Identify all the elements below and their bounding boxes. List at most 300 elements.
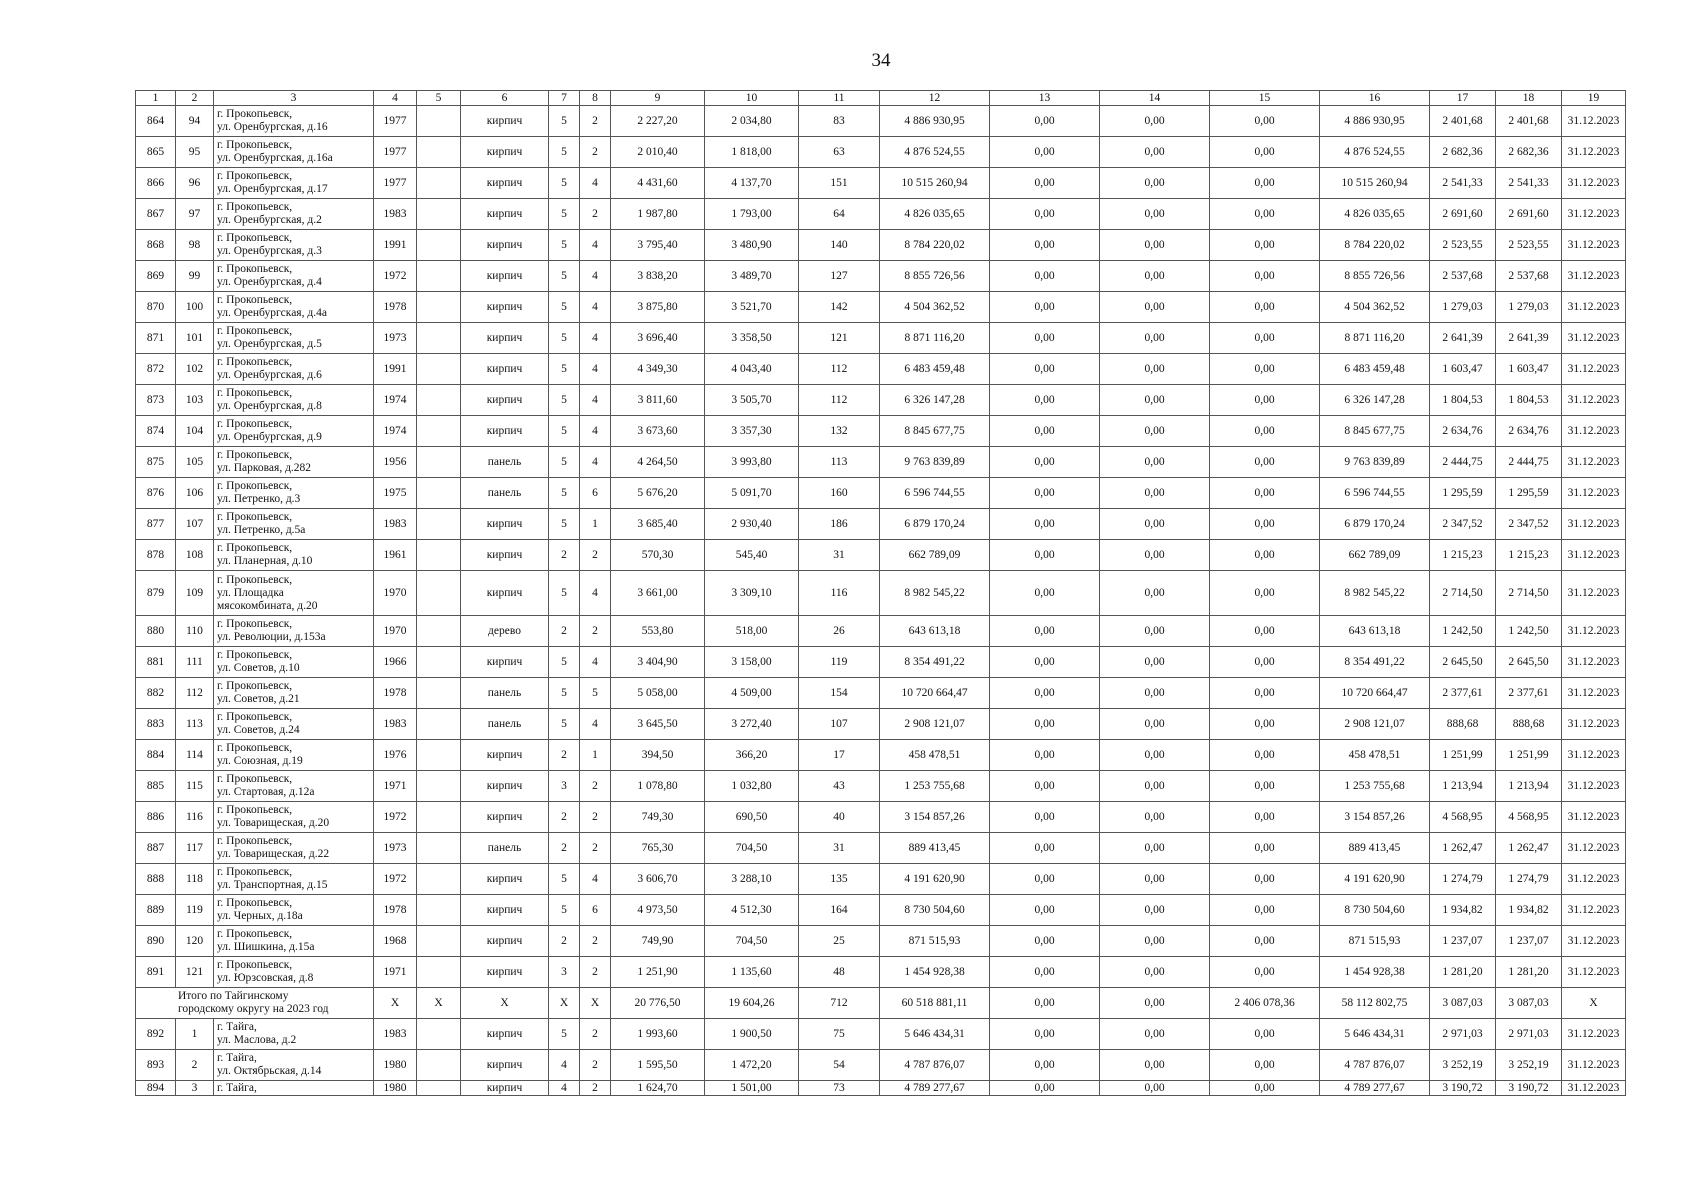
table-cell: 1 213,94 bbox=[1496, 771, 1562, 802]
table-cell bbox=[417, 678, 461, 709]
table-cell: 1 804,53 bbox=[1430, 385, 1496, 416]
table-cell: 0,00 bbox=[1100, 447, 1210, 478]
address-line: ул. Товарищеская, д.20 bbox=[217, 817, 330, 829]
address-line: г. Прокопьевск, bbox=[217, 387, 293, 399]
table-cell: 3 480,90 bbox=[705, 230, 799, 261]
address-cell bbox=[214, 323, 374, 354]
address-line: г. Прокопьевск, bbox=[217, 618, 293, 630]
table-cell: дерево bbox=[461, 616, 549, 647]
address-line: ул. Оренбургская, д.16 bbox=[217, 121, 328, 133]
table-cell: 553,80 bbox=[611, 616, 705, 647]
table-cell: 109 bbox=[176, 571, 214, 616]
table-cell: 889 bbox=[136, 895, 176, 926]
table-cell: 31.12.2023 bbox=[1562, 647, 1626, 678]
table-cell: 8 871 116,20 bbox=[1320, 323, 1430, 354]
table-cell: 3 811,60 bbox=[611, 385, 705, 416]
table-cell: 4 bbox=[549, 1081, 580, 1096]
address-line: ул. Союзная, д.19 bbox=[217, 755, 303, 767]
table-cell: 4 787 876,07 bbox=[880, 1050, 990, 1081]
table-row bbox=[136, 447, 1626, 478]
address-line: ул. Черных, д.18а bbox=[217, 910, 303, 922]
table-cell: 6 326 147,28 bbox=[1320, 385, 1430, 416]
table-cell: 1974 bbox=[374, 385, 417, 416]
table-cell: 1 262,47 bbox=[1496, 833, 1562, 864]
table-cell bbox=[417, 833, 461, 864]
table-cell: 1 454 928,38 bbox=[880, 957, 990, 988]
address-line: г. Прокопьевск, bbox=[217, 418, 293, 430]
table-cell: кирпич bbox=[461, 168, 549, 199]
table-cell: 4 bbox=[580, 168, 611, 199]
table-cell bbox=[417, 709, 461, 740]
table-cell: 2 bbox=[580, 137, 611, 168]
table-cell: 4 876 524,55 bbox=[880, 137, 990, 168]
table-cell: 0,00 bbox=[1210, 478, 1320, 509]
table-cell: 886 bbox=[136, 802, 176, 833]
table-cell: 872 bbox=[136, 354, 176, 385]
table-cell: 888,68 bbox=[1496, 709, 1562, 740]
table-cell: 31.12.2023 bbox=[1562, 416, 1626, 447]
table-row bbox=[136, 802, 1626, 833]
address-line: г. Прокопьевск, bbox=[217, 201, 293, 213]
address-line: г. Прокопьевск, bbox=[217, 897, 293, 909]
address-line: г. Прокопьевск, bbox=[217, 480, 293, 492]
table-cell: 31.12.2023 bbox=[1562, 740, 1626, 771]
total-label-cell bbox=[136, 988, 374, 1019]
table-cell: 114 bbox=[176, 740, 214, 771]
table-cell: 1 595,50 bbox=[611, 1050, 705, 1081]
table-cell: 5 bbox=[549, 230, 580, 261]
address-line: ул. Советов, д.21 bbox=[217, 693, 300, 705]
address-line: г. Прокопьевск, bbox=[217, 263, 293, 275]
table-cell: 3 309,10 bbox=[705, 571, 799, 616]
table-cell: 0,00 bbox=[1100, 168, 1210, 199]
table-cell: 3 838,20 bbox=[611, 261, 705, 292]
table-cell: 104 bbox=[176, 416, 214, 447]
table-cell: 0,00 bbox=[1100, 106, 1210, 137]
table-cell: 873 bbox=[136, 385, 176, 416]
table-row bbox=[136, 540, 1626, 571]
table-cell: 1 237,07 bbox=[1496, 926, 1562, 957]
table-cell: 1 793,00 bbox=[705, 199, 799, 230]
table-cell: 116 bbox=[176, 802, 214, 833]
table-cell: 1966 bbox=[374, 647, 417, 678]
table-cell: 31.12.2023 bbox=[1562, 926, 1626, 957]
table-cell: 2 bbox=[549, 740, 580, 771]
table-cell: 31.12.2023 bbox=[1562, 1050, 1626, 1081]
table-cell: 1 251,99 bbox=[1430, 740, 1496, 771]
table-cell: 119 bbox=[799, 647, 880, 678]
table-cell bbox=[417, 616, 461, 647]
table-cell: 4 568,95 bbox=[1430, 802, 1496, 833]
table-cell: 4 191 620,90 bbox=[1320, 864, 1430, 895]
address-cell bbox=[214, 168, 374, 199]
table-cell: 894 bbox=[136, 1081, 176, 1096]
table-cell: 5 bbox=[549, 168, 580, 199]
table-cell: 4 886 930,95 bbox=[1320, 106, 1430, 137]
table-cell: 2 bbox=[549, 616, 580, 647]
table-cell: 4 973,50 bbox=[611, 895, 705, 926]
table-cell: 4 431,60 bbox=[611, 168, 705, 199]
table-cell: 5 bbox=[549, 447, 580, 478]
table-cell: кирпич bbox=[461, 261, 549, 292]
table-cell: 31.12.2023 bbox=[1562, 957, 1626, 988]
address-line: ул. Оренбургская, д.9 bbox=[217, 431, 322, 443]
table-cell bbox=[417, 447, 461, 478]
address-line: г. Прокопьевск, bbox=[217, 680, 293, 692]
table-cell: 2 444,75 bbox=[1496, 447, 1562, 478]
table-cell: 101 bbox=[176, 323, 214, 354]
table-cell: 865 bbox=[136, 137, 176, 168]
table-cell: 1978 bbox=[374, 292, 417, 323]
table-cell: 8 784 220,02 bbox=[1320, 230, 1430, 261]
table-cell: 4 bbox=[580, 864, 611, 895]
table-cell: 1980 bbox=[374, 1081, 417, 1096]
table-cell bbox=[417, 261, 461, 292]
table-cell: 4 787 876,07 bbox=[1320, 1050, 1430, 1081]
table-cell: 866 bbox=[136, 168, 176, 199]
table-cell: 1 078,80 bbox=[611, 771, 705, 802]
table-cell: кирпич bbox=[461, 1019, 549, 1050]
table-cell: кирпич bbox=[461, 647, 549, 678]
table-cell: 5 bbox=[549, 571, 580, 616]
table-row bbox=[136, 323, 1626, 354]
total-cell: 2 406 078,36 bbox=[1210, 988, 1320, 1019]
table-cell: 0,00 bbox=[1210, 1050, 1320, 1081]
table-cell bbox=[417, 385, 461, 416]
table-cell: кирпич bbox=[461, 385, 549, 416]
total-cell: 0,00 bbox=[1100, 988, 1210, 1019]
table-cell: 3 288,10 bbox=[705, 864, 799, 895]
table-cell: 0,00 bbox=[1210, 709, 1320, 740]
address-line: г. Прокопьевск, bbox=[217, 139, 293, 151]
table-cell: 6 879 170,24 bbox=[1320, 509, 1430, 540]
table-cell: 4 504 362,52 bbox=[1320, 292, 1430, 323]
table-cell: 1 501,00 bbox=[705, 1081, 799, 1096]
table-cell: 1 215,23 bbox=[1496, 540, 1562, 571]
table-cell: 0,00 bbox=[1100, 540, 1210, 571]
table-cell: панель bbox=[461, 678, 549, 709]
address-line: ул. Планерная, д.10 bbox=[217, 555, 313, 567]
table-cell: 3 404,90 bbox=[611, 647, 705, 678]
table-cell: 0,00 bbox=[1210, 416, 1320, 447]
table-cell: 643 613,18 bbox=[1320, 616, 1430, 647]
table-cell: 31.12.2023 bbox=[1562, 478, 1626, 509]
table-cell: 2 908 121,07 bbox=[880, 709, 990, 740]
table-cell: 5 bbox=[549, 354, 580, 385]
address-cell bbox=[214, 771, 374, 802]
total-cell: 712 bbox=[799, 988, 880, 1019]
table-cell: 4 876 524,55 bbox=[1320, 137, 1430, 168]
table-cell: 4 bbox=[580, 647, 611, 678]
address-cell bbox=[214, 447, 374, 478]
column-header: 14 bbox=[1100, 91, 1210, 106]
address-line: ул. Юрзсовская, д.8 bbox=[217, 972, 314, 984]
table-cell: 1 bbox=[580, 740, 611, 771]
total-cell: 58 112 802,75 bbox=[1320, 988, 1430, 1019]
column-header: 10 bbox=[705, 91, 799, 106]
table-cell: 0,00 bbox=[1100, 926, 1210, 957]
address-line: ул. Советов, д.10 bbox=[217, 662, 300, 674]
table-cell: 5 bbox=[549, 323, 580, 354]
table-cell: 9 763 839,89 bbox=[1320, 447, 1430, 478]
address-line: г. Прокопьевск, bbox=[217, 170, 293, 182]
table-cell: 0,00 bbox=[990, 771, 1100, 802]
table-cell: 0,00 bbox=[990, 833, 1100, 864]
table-cell: 31.12.2023 bbox=[1562, 199, 1626, 230]
table-cell: 1 603,47 bbox=[1430, 354, 1496, 385]
table-cell: 31.12.2023 bbox=[1562, 616, 1626, 647]
column-header: 2 bbox=[176, 91, 214, 106]
table-cell: 31.12.2023 bbox=[1562, 230, 1626, 261]
table-cell: 135 bbox=[799, 864, 880, 895]
table-cell: 2 bbox=[549, 833, 580, 864]
table-cell: 2 bbox=[549, 540, 580, 571]
address-cell bbox=[214, 616, 374, 647]
table-cell: 8 784 220,02 bbox=[880, 230, 990, 261]
table-row bbox=[136, 926, 1626, 957]
table-cell bbox=[417, 647, 461, 678]
table-cell: 0,00 bbox=[1210, 106, 1320, 137]
address-cell bbox=[214, 926, 374, 957]
table-cell: 4 bbox=[580, 261, 611, 292]
table-cell: 458 478,51 bbox=[880, 740, 990, 771]
table-cell: 1 295,59 bbox=[1430, 478, 1496, 509]
table-cell: 867 bbox=[136, 199, 176, 230]
table-row bbox=[136, 709, 1626, 740]
table-cell: 1983 bbox=[374, 509, 417, 540]
table-cell bbox=[417, 354, 461, 385]
table-cell: 1 bbox=[580, 509, 611, 540]
table-cell: 2 634,76 bbox=[1496, 416, 1562, 447]
address-line: ул. Транспортная, д.15 bbox=[217, 879, 328, 891]
table-cell: 2 bbox=[580, 957, 611, 988]
table-cell: 164 bbox=[799, 895, 880, 926]
table-row bbox=[136, 1050, 1626, 1081]
column-header: 3 bbox=[214, 91, 374, 106]
table-cell: 0,00 bbox=[1210, 571, 1320, 616]
table-cell: 0,00 bbox=[990, 1081, 1100, 1096]
table-cell: 1 472,20 bbox=[705, 1050, 799, 1081]
table-row bbox=[136, 678, 1626, 709]
table-cell: 4 789 277,67 bbox=[880, 1081, 990, 1096]
table-cell: 1977 bbox=[374, 168, 417, 199]
table-cell: 100 bbox=[176, 292, 214, 323]
table-cell: 1 603,47 bbox=[1496, 354, 1562, 385]
address-line: г. Прокопьевск, bbox=[217, 866, 293, 878]
table-row bbox=[136, 416, 1626, 447]
table-cell: 1961 bbox=[374, 540, 417, 571]
table-cell: 2 541,33 bbox=[1430, 168, 1496, 199]
table-cell: 63 bbox=[799, 137, 880, 168]
table-cell: 0,00 bbox=[990, 678, 1100, 709]
address-line: г. Прокопьевск, bbox=[217, 804, 293, 816]
table-cell: панель bbox=[461, 447, 549, 478]
table-cell: 1976 bbox=[374, 740, 417, 771]
table-cell: 2 bbox=[580, 1081, 611, 1096]
table-cell: 0,00 bbox=[1210, 323, 1320, 354]
table-cell: 2 401,68 bbox=[1430, 106, 1496, 137]
table-cell: 2 377,61 bbox=[1496, 678, 1562, 709]
table-row bbox=[136, 137, 1626, 168]
table-cell: кирпич bbox=[461, 771, 549, 802]
table-cell: 8 855 726,56 bbox=[880, 261, 990, 292]
table-cell: 881 bbox=[136, 647, 176, 678]
table-row bbox=[136, 740, 1626, 771]
table-cell: 5 bbox=[549, 478, 580, 509]
table-cell: 1 032,80 bbox=[705, 771, 799, 802]
address-line: ул. Оренбургская, д.17 bbox=[217, 183, 328, 195]
table-cell: 1978 bbox=[374, 895, 417, 926]
table-cell: 1983 bbox=[374, 199, 417, 230]
table-cell: 5 bbox=[549, 199, 580, 230]
total-cell: 3 087,03 bbox=[1430, 988, 1496, 1019]
table-cell: 0,00 bbox=[1210, 957, 1320, 988]
table-cell: 97 bbox=[176, 199, 214, 230]
table-cell: 2 227,20 bbox=[611, 106, 705, 137]
table-cell: 3 190,72 bbox=[1496, 1081, 1562, 1096]
table-cell: 3 993,80 bbox=[705, 447, 799, 478]
table-cell: 545,40 bbox=[705, 540, 799, 571]
table-cell: 0,00 bbox=[1100, 864, 1210, 895]
table-cell: 2 641,39 bbox=[1496, 323, 1562, 354]
table-cell: 95 bbox=[176, 137, 214, 168]
table-cell: 1 262,47 bbox=[1430, 833, 1496, 864]
table-cell: 6 596 744,55 bbox=[1320, 478, 1430, 509]
table-cell: 142 bbox=[799, 292, 880, 323]
table-cell: 4 886 930,95 bbox=[880, 106, 990, 137]
table-cell: 3 158,00 bbox=[705, 647, 799, 678]
table-cell: 5 bbox=[580, 678, 611, 709]
address-cell bbox=[214, 571, 374, 616]
table-row bbox=[136, 261, 1626, 292]
table-cell: 1 215,23 bbox=[1430, 540, 1496, 571]
table-cell: 5 058,00 bbox=[611, 678, 705, 709]
address-cell bbox=[214, 137, 374, 168]
total-cell: 20 776,50 bbox=[611, 988, 705, 1019]
table-cell: 4 504 362,52 bbox=[880, 292, 990, 323]
table-cell: 6 596 744,55 bbox=[880, 478, 990, 509]
table-cell: 3 252,19 bbox=[1430, 1050, 1496, 1081]
table-cell: 0,00 bbox=[1100, 385, 1210, 416]
table-cell: 5 bbox=[549, 678, 580, 709]
address-cell bbox=[214, 740, 374, 771]
table-cell: 94 bbox=[176, 106, 214, 137]
table-cell: 0,00 bbox=[1100, 771, 1210, 802]
table-cell: 5 bbox=[549, 895, 580, 926]
table-row bbox=[136, 292, 1626, 323]
table-cell: 0,00 bbox=[990, 540, 1100, 571]
table-cell: 0,00 bbox=[1210, 895, 1320, 926]
column-header: 12 bbox=[880, 91, 990, 106]
table-cell: 186 bbox=[799, 509, 880, 540]
table-row bbox=[136, 230, 1626, 261]
table-cell: 0,00 bbox=[990, 957, 1100, 988]
address-line: ул. Маслова, д.2 bbox=[217, 1034, 297, 1046]
table-cell: 121 bbox=[176, 957, 214, 988]
table-cell: 1991 bbox=[374, 230, 417, 261]
table-cell: панель bbox=[461, 478, 549, 509]
table-cell: 2 401,68 bbox=[1496, 106, 1562, 137]
table-cell: 31.12.2023 bbox=[1562, 385, 1626, 416]
table-cell: 2 645,50 bbox=[1430, 647, 1496, 678]
address-line: г. Прокопьевск, bbox=[217, 449, 293, 461]
table-cell: 120 bbox=[176, 926, 214, 957]
column-header: 1 bbox=[136, 91, 176, 106]
address-cell bbox=[214, 540, 374, 571]
table-cell: 0,00 bbox=[990, 385, 1100, 416]
table-cell: 6 326 147,28 bbox=[880, 385, 990, 416]
table-cell: 1980 bbox=[374, 1050, 417, 1081]
table-cell: 0,00 bbox=[1100, 199, 1210, 230]
table-cell: 140 bbox=[799, 230, 880, 261]
table-cell: 2 bbox=[580, 199, 611, 230]
column-header: 19 bbox=[1562, 91, 1626, 106]
table-cell: кирпич bbox=[461, 540, 549, 571]
table-cell: 1977 bbox=[374, 137, 417, 168]
table-cell: 890 bbox=[136, 926, 176, 957]
table-cell: 1 993,60 bbox=[611, 1019, 705, 1050]
table-cell: 1 900,50 bbox=[705, 1019, 799, 1050]
table-cell: 115 bbox=[176, 771, 214, 802]
table-cell: 8 354 491,22 bbox=[880, 647, 990, 678]
table-cell: 1975 bbox=[374, 478, 417, 509]
table-cell: 2 971,03 bbox=[1496, 1019, 1562, 1050]
table-cell: 0,00 bbox=[1210, 199, 1320, 230]
table-cell: 0,00 bbox=[1210, 771, 1320, 802]
table-cell: 0,00 bbox=[1100, 416, 1210, 447]
table-cell bbox=[417, 509, 461, 540]
table-cell: 31 bbox=[799, 540, 880, 571]
column-header: 6 bbox=[461, 91, 549, 106]
table-cell bbox=[417, 168, 461, 199]
table-cell: 4 bbox=[580, 323, 611, 354]
table-cell: 879 bbox=[136, 571, 176, 616]
table-row bbox=[136, 478, 1626, 509]
table-row bbox=[136, 571, 1626, 616]
table-cell: 0,00 bbox=[1210, 926, 1320, 957]
table-cell: 888 bbox=[136, 864, 176, 895]
table-cell: 0,00 bbox=[990, 1050, 1100, 1081]
table-cell: 0,00 bbox=[990, 447, 1100, 478]
table-cell bbox=[417, 895, 461, 926]
table-cell: 4 bbox=[549, 1050, 580, 1081]
table-cell: 871 bbox=[136, 323, 176, 354]
table-cell: кирпич bbox=[461, 354, 549, 385]
table-cell: 9 763 839,89 bbox=[880, 447, 990, 478]
table-cell: 83 bbox=[799, 106, 880, 137]
table-cell: 2 971,03 bbox=[1430, 1019, 1496, 1050]
address-cell bbox=[214, 261, 374, 292]
table-cell: 1 253 755,68 bbox=[880, 771, 990, 802]
table-cell: кирпич bbox=[461, 957, 549, 988]
table-cell: 102 bbox=[176, 354, 214, 385]
table-cell: 0,00 bbox=[1100, 1019, 1210, 1050]
table-cell: 0,00 bbox=[990, 199, 1100, 230]
address-line: ул. Октябрьская, д.14 bbox=[217, 1065, 322, 1077]
address-line: ул. Товарищеская, д.22 bbox=[217, 848, 330, 860]
address-line: г. Прокопьевск, bbox=[217, 835, 293, 847]
table-cell: 0,00 bbox=[990, 137, 1100, 168]
table-cell: 887 bbox=[136, 833, 176, 864]
table-row bbox=[136, 1019, 1626, 1050]
table-cell: 2 bbox=[580, 833, 611, 864]
table-cell: 1971 bbox=[374, 957, 417, 988]
table-cell: 4 137,70 bbox=[705, 168, 799, 199]
table-cell: 643 613,18 bbox=[880, 616, 990, 647]
table-cell: 0,00 bbox=[1210, 833, 1320, 864]
table-cell: 2 541,33 bbox=[1496, 168, 1562, 199]
table-cell: 892 bbox=[136, 1019, 176, 1050]
